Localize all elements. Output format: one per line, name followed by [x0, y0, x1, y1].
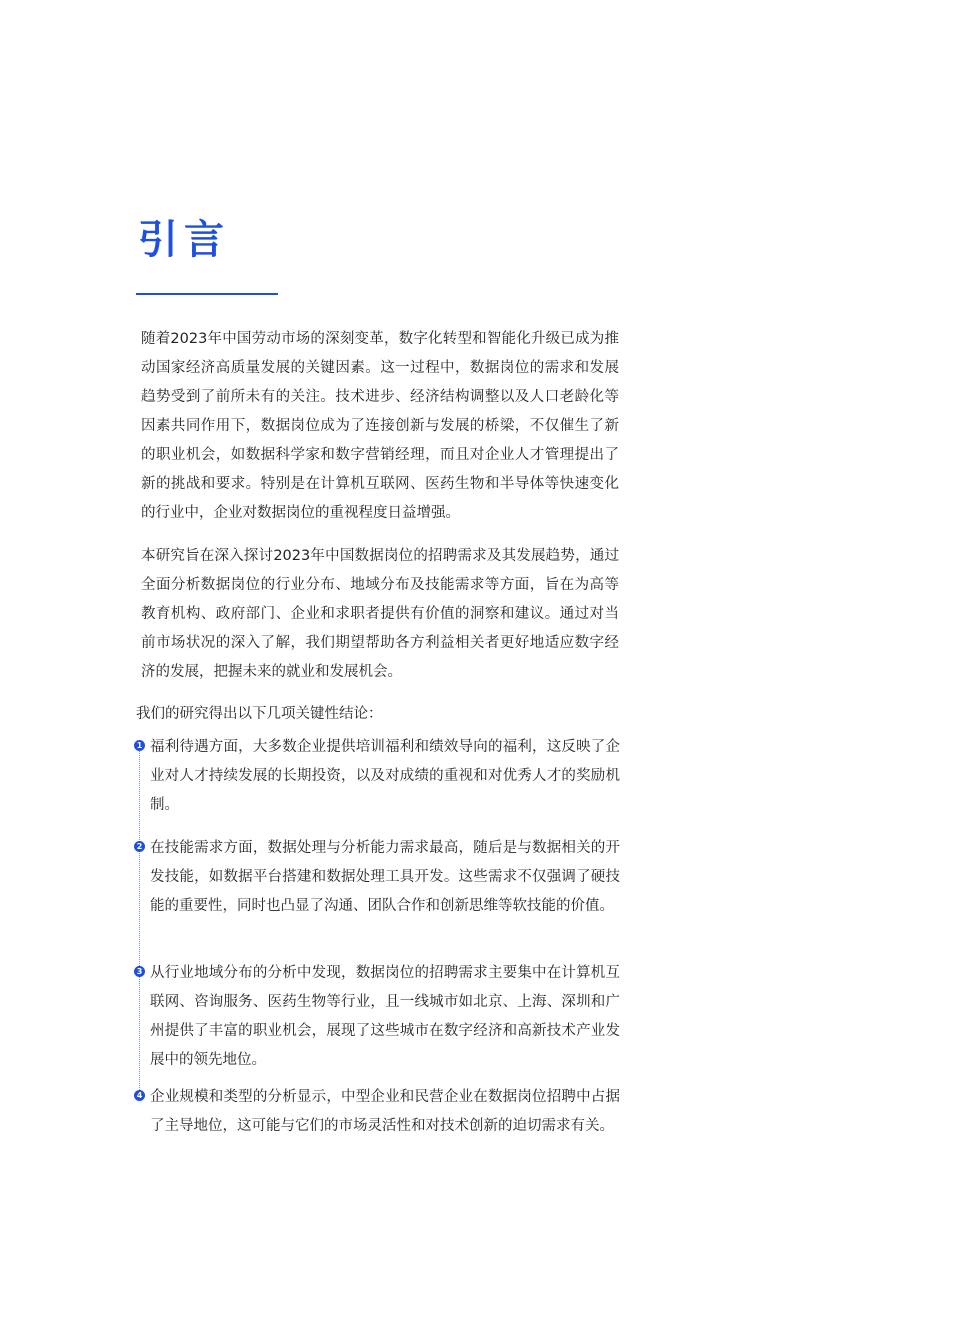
page-title: 引言 [138, 217, 230, 263]
finding-item-2 [134, 834, 620, 921]
finding-text: 企业规模和类型的分析显示，中型企业和民营企业在数据岗位招聘中占据了主导地位，这可能与它们的市场灵活性和对技术创新的迫切需求有关。 [150, 1089, 620, 1134]
finding-text: 在技能需求方面，数据处理与分析能力需求最高，随后是与数据相关的开发技能，如数据平台搭建和数据处理工具开发。这些需求不仅强调了硬技能的重要性，同时也凸显了沟通、团队合作和创新思维等软技能的价值。 [150, 840, 620, 914]
number-badge-icon: 3 [134, 966, 145, 977]
finding-text: 福利待遇方面，大多数企业提供培训福利和绩效导向的福利，这反映了企业对人才持续发展的长期投资，以及对成绩的重视和对优秀人才的奖励机制。 [150, 739, 620, 813]
findings-lead: 我们的研究得出以下几项关键性结论： [136, 706, 383, 722]
number-badge-icon: 4 [134, 1090, 145, 1101]
finding-item-4 [134, 1083, 620, 1141]
finding-item-1 [134, 733, 620, 820]
intro-paragraph-1: 随着2023年中国劳动市场的深刻变革，数字化转型和智能化升级已成为推动国家经济高质量发展的关键因素。这一过程中，数据岗位的需求和发展趋势受到了前所未有的关注。技术进步、经济结构调整以及人口老龄化等因素共同作用下，数据岗位成为了连接创新与发展的桥梁，不仅催生了新的职业机会，如数据科学家和数字营销经理，而且对企业人才管理提出了新的挑战和要求。特别是在计算机互联网、医药生物和半导体等快速变化的行业中，企业对数据岗位的重视程度日益增强。 [141, 331, 619, 521]
intro-paragraph-2: 本研究旨在深入探讨2023年中国数据岗位的招聘需求及其发展趋势，通过全面分析数据岗位的行业分布、地域分布及技能需求等方面，旨在为高等教育机构、政府部门、企业和求职者提供有价值的洞察和建议。通过对当前市场状况的深入了解，我们期望帮助各方利益相关者更好地适应数字经济的发展，把握未来的就业和发展机会。 [141, 548, 619, 680]
finding-item-3 [134, 959, 620, 1075]
number-badge-icon: 1 [134, 740, 145, 751]
title-underline [136, 293, 278, 295]
number-badge-icon: 2 [134, 841, 145, 852]
finding-text: 从行业地域分布的分析中发现，数据岗位的招聘需求主要集中在计算机互联网、咨询服务、医药生物等行业，且一线城市如北京、上海、深圳和广州提供了丰富的职业机会，展现了这些城市在数字经济和高新技术产业发展中的领先地位。 [150, 965, 620, 1068]
